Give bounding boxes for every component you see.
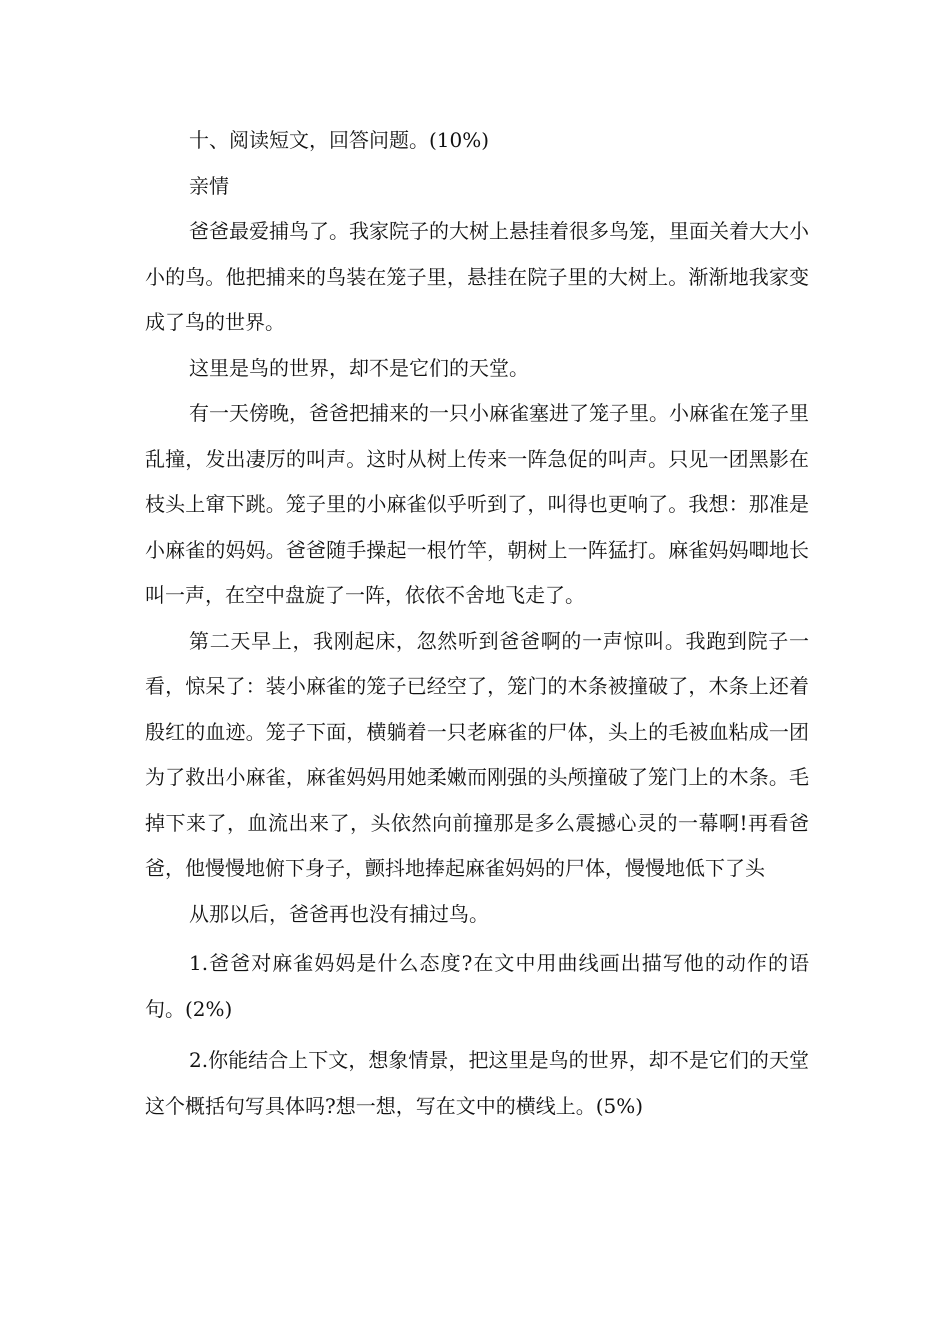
passage-paragraph: 这里是鸟的世界，却不是它们的天堂。 [189, 355, 529, 380]
section-heading: 十、阅读短文，回答问题。(10%) [189, 128, 490, 152]
document-page [145, 118, 809, 1129]
question-1: 1.爸爸对麻雀妈妈是什么态度?在文中用曲线画出描写他的动作的语句。(2%) [145, 951, 809, 1021]
passage-paragraph: 第二天早上，我刚起床，忽然听到爸爸啊的一声惊叫。我跑到院子一看，惊呆了：装小麻雀的笼子已经空了，笼门的木条被撞破了，木条上还着殷红的血迹。笼子下面，横躺着一只老麻雀的尸体，头上的毛被血粘成一团为了救出小麻雀，麻雀妈妈用她柔嫩而刚强的头颅撞破了笼门上的木条。毛掉下来了，血流出来了，头依然向前撞那是多么震撼心灵的一幕啊!再看爸爸，他慢慢地俯下身子，颤抖地捧起麻雀妈妈的尸体，慢慢地低下了头 [145, 628, 809, 880]
passage-paragraph: 从那以后，爸爸再也没有捕过鸟。 [189, 901, 489, 926]
passage-paragraph: 爸爸最爱捕鸟了。我家院子的大树上悬挂着很多鸟笼，里面关着大大小小的鸟。他把捕来的鸟装在笼子里，悬挂在院子里的大树上。渐渐地我家变成了鸟的世界。 [145, 219, 809, 334]
passage-title: 亲情 [189, 173, 229, 198]
passage-paragraph: 有一天傍晚，爸爸把捕来的一只小麻雀塞进了笼子里。小麻雀在笼子里乱撞，发出凄厉的叫声。这时从树上传来一阵急促的叫声。只见一团黑影在枝头上窜下跳。笼子里的小麻雀似乎听到了，叫得也更响了。我想：那准是小麻雀的妈妈。爸爸随手操起一根竹竿，朝树上一阵猛打。麻雀妈妈唧地长叫一声，在空中盘旋了一阵，依依不舍地飞走了。 [145, 401, 809, 607]
question-2: 2.你能结合上下文，想象情景，把这里是鸟的世界，却不是它们的天堂这个概括句写具体吗?想一想，写在文中的横线上。(5%) [145, 1048, 809, 1118]
